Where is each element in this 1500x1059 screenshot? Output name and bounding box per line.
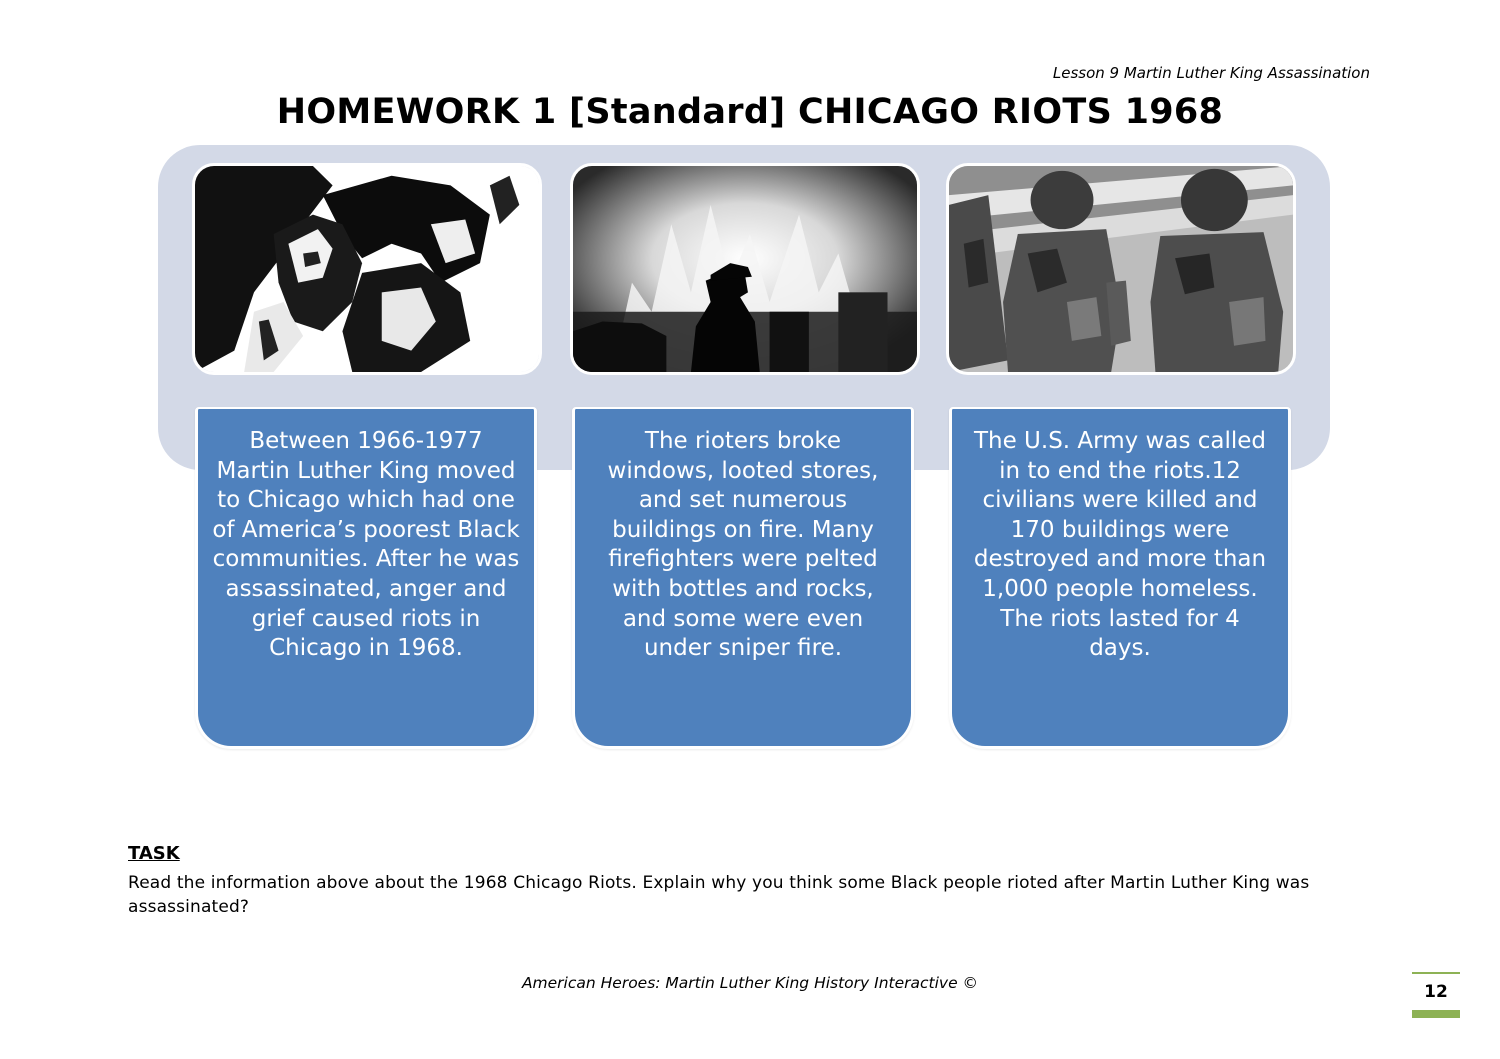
lesson-label: Lesson 9 Martin Luther King Assassination bbox=[1052, 64, 1370, 82]
task-instructions: Read the information above about the 1968 Chicago Riots. Explain why you think some Black people rioted after Martin Luther King was assassinated? bbox=[128, 873, 1310, 917]
page-title: HOMEWORK 1 [Standard] CHICAGO RIOTS 1968 bbox=[276, 92, 1224, 132]
panel-image-illustration bbox=[192, 163, 542, 375]
info-card-rioting: The rioters broke windows, looted stores, and set numerous buildings on fire. Many firefighters were pelted with bottles and rocks, and some were even under sniper fire. bbox=[572, 407, 914, 749]
panel-image-soldiers bbox=[946, 163, 1296, 375]
task-heading: TASK bbox=[128, 843, 180, 864]
footer-credit: American Heroes: Martin Luther King History Interactive © bbox=[521, 974, 979, 992]
info-card-chicago-move: Between 1966-1977 Martin Luther King moved to Chicago which had one of America’s poorest Black communities. After he was assassinated, anger and grief caused riots in Chicago in 1968. bbox=[195, 407, 537, 749]
info-card-army-response: The U.S. Army was called in to end the riots.12 civilians were killed and 170 buildings were destroyed and more than 1,000 people homeless. The riots lasted for 4 days. bbox=[949, 407, 1291, 749]
panel-image-fire bbox=[570, 163, 920, 375]
page-number: 12 bbox=[1412, 972, 1460, 1018]
